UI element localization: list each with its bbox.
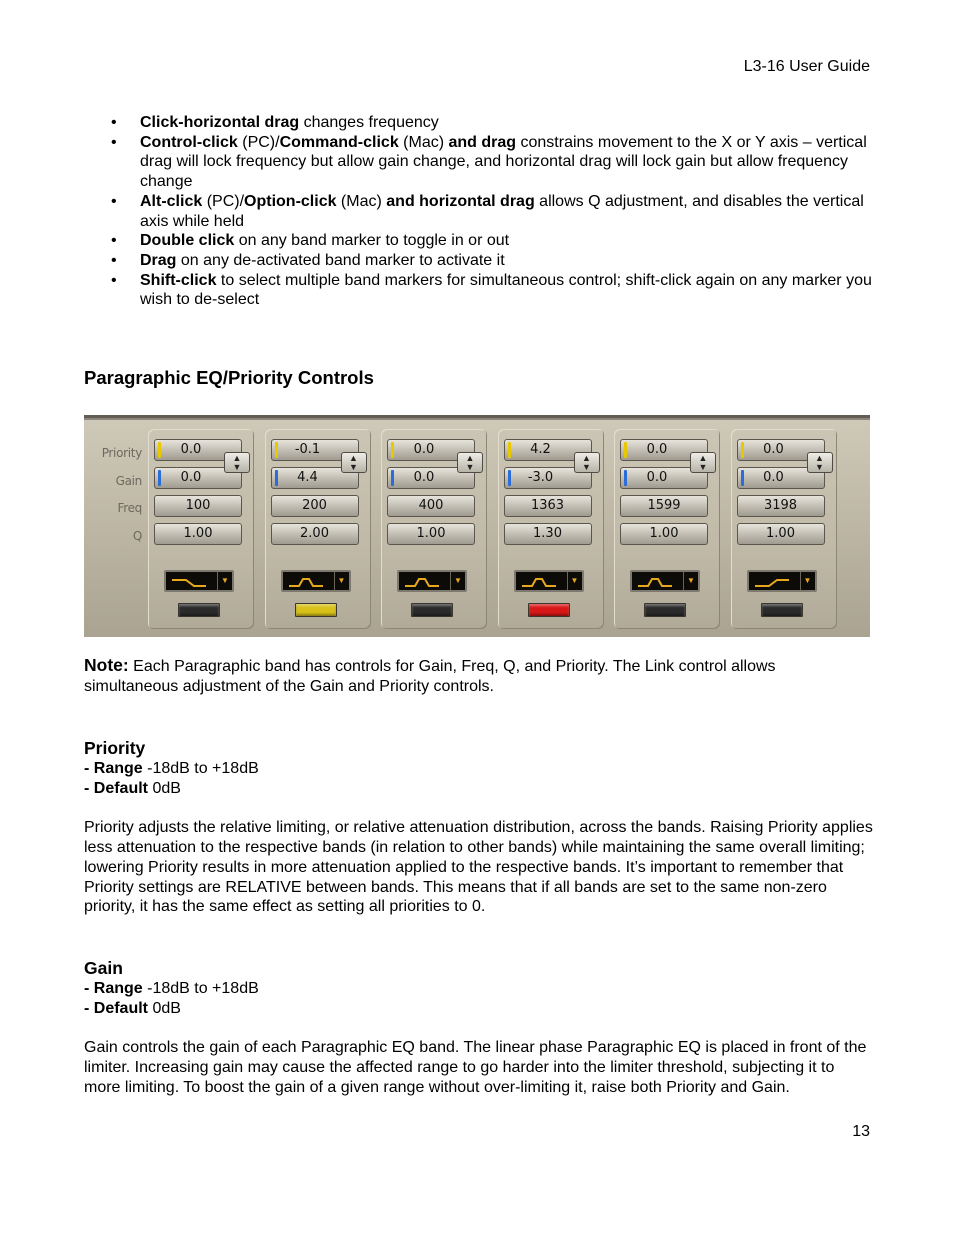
gain-value: 0.0 — [646, 470, 668, 485]
note-text: Each Paragraphic band has controls for Gain, Freq, Q, and Priority. The Link control allows simultaneous adjustment of the Gain and Priority controls. — [84, 658, 776, 695]
bullet-item — [84, 251, 874, 271]
q-field[interactable] — [154, 523, 242, 545]
bell-filter-icon — [287, 575, 327, 589]
filter-type-selector[interactable] — [164, 570, 234, 592]
up-down-arrows-icon[interactable]: ▲ ▼ — [574, 452, 600, 473]
bullet-item — [84, 192, 874, 231]
section-title: Paragraphic EQ/Priority Controls — [84, 367, 374, 388]
priority-range — [84, 759, 874, 779]
priority-body: Priority adjusts the relative limiting, or relative attenuation distribution, across the bands. Raising Priority applies less attenuation to the respective bands (in relation to other bands) while maintaining the same overall limiting; lowering Priority results in more attenuation applied to the respective bands. It’s important to remember that Priority settings are RELATIVE between bands. This means that if all bands are set to the same non-zero priority, it has the same effect as setting all priorities to 0. — [84, 819, 873, 916]
filter-type-selector[interactable] — [630, 570, 700, 592]
range-label: - Range — [84, 980, 143, 997]
bullet-item — [84, 113, 874, 133]
gain-value: 0.0 — [180, 470, 202, 485]
q-field[interactable] — [387, 523, 475, 545]
priority-default — [84, 779, 874, 799]
bullet-text: (PC)/ — [202, 192, 245, 210]
link-button[interactable] — [178, 603, 220, 617]
eq-band-5 — [614, 429, 720, 629]
link-button[interactable] — [761, 603, 803, 617]
q-value: 1.00 — [183, 526, 213, 541]
q-value: 1.00 — [416, 526, 446, 541]
gain-indicator — [391, 470, 394, 486]
bullet-term: Double click — [140, 232, 235, 250]
default-value: 0dB — [148, 999, 181, 1017]
link-button[interactable] — [644, 603, 686, 617]
q-field[interactable] — [620, 523, 708, 545]
bullet-icon: • — [111, 271, 117, 289]
gain-indicator — [275, 470, 278, 486]
priority-value: 0.0 — [646, 442, 668, 457]
document-header: L3-16 User Guide — [743, 58, 870, 75]
bullet-text: to select multiple band markers for simultaneous control; shift-click again on any marker you wish to de-select — [140, 271, 872, 309]
chevron-down-icon[interactable]: ▼ — [217, 572, 232, 590]
freq-value: 200 — [302, 498, 327, 513]
chevron-down-icon[interactable]: ▼ — [567, 572, 582, 590]
priority-value: 0.0 — [180, 442, 202, 457]
bullet-icon: • — [111, 232, 117, 250]
bullet-text: allows Q adjustment, and disables the vertical axis while held — [140, 192, 864, 230]
bullet-term: Drag — [140, 251, 177, 269]
range-value: -18dB to +18dB — [142, 980, 259, 997]
bell-filter-icon — [403, 575, 443, 589]
bullet-term: Command-click — [279, 133, 399, 151]
bullet-item — [84, 271, 874, 310]
eq-band-2 — [265, 429, 371, 629]
row-label-freq: Freq — [117, 501, 142, 515]
gain-indicator — [624, 470, 627, 486]
bullet-term: Option-click — [244, 192, 337, 210]
bullet-term: Alt-click — [140, 192, 203, 210]
freq-field[interactable] — [620, 495, 708, 517]
low-shelf-filter-icon — [170, 575, 210, 589]
priority-indicator — [391, 442, 394, 458]
link-button[interactable] — [295, 603, 337, 617]
default-value: 0dB — [148, 779, 181, 797]
gain-indicator — [508, 470, 511, 486]
bullet-term: Click-horizontal drag — [140, 114, 300, 131]
up-down-arrows-icon[interactable]: ▲ ▼ — [690, 452, 716, 473]
up-down-arrows-icon[interactable]: ▲ ▼ — [457, 452, 483, 473]
priority-indicator — [741, 442, 744, 458]
bullet-text: on any band marker to toggle in or out — [234, 232, 510, 250]
filter-type-selector[interactable] — [747, 570, 817, 592]
eq-band-6 — [731, 429, 837, 629]
bullet-item — [84, 133, 874, 192]
bullet-text: (PC)/ — [237, 133, 280, 151]
freq-value: 1363 — [530, 498, 565, 513]
bullet-item — [84, 231, 874, 251]
q-field[interactable] — [504, 523, 592, 545]
bullet-text: constrains movement to the X or Y axis – vertical drag will lock frequency but allow gain change, and horizontal drag will lock gain but allow frequency change — [140, 133, 867, 191]
bullet-text: (Mac) — [398, 133, 449, 151]
freq-field[interactable] — [154, 495, 242, 517]
bullet-icon: • — [111, 251, 117, 269]
gain-value: 0.0 — [763, 470, 784, 485]
bullet-text: (Mac) — [336, 192, 387, 210]
freq-field[interactable] — [504, 495, 592, 517]
up-down-arrows-icon[interactable]: ▲ ▼ — [224, 452, 250, 473]
eq-band-4 — [498, 429, 604, 629]
note-paragraph — [84, 656, 874, 696]
q-value: 1.30 — [533, 526, 562, 541]
chevron-down-icon[interactable]: ▼ — [450, 572, 465, 590]
q-field[interactable] — [271, 523, 359, 545]
filter-type-selector[interactable] — [281, 570, 351, 592]
chevron-down-icon[interactable]: ▼ — [683, 572, 698, 590]
bullet-text: changes frequency — [299, 114, 439, 131]
filter-type-selector[interactable] — [514, 570, 584, 592]
gain-default — [84, 999, 874, 1019]
priority-heading: Priority — [84, 738, 146, 758]
bullet-icon: • — [111, 114, 117, 131]
range-value: -18dB to +18dB — [142, 760, 259, 777]
bell-filter-icon — [520, 575, 560, 589]
priority-value: 0.0 — [413, 442, 435, 457]
freq-value: 3198 — [763, 498, 798, 513]
gain-indicator — [158, 470, 161, 486]
priority-indicator — [158, 442, 161, 458]
range-label: - Range — [84, 760, 143, 777]
priority-value: 0.0 — [763, 442, 784, 457]
bullet-term: Control-click — [140, 133, 238, 151]
freq-field[interactable] — [737, 495, 825, 517]
gain-heading: Gain — [84, 958, 123, 978]
priority-value: -0.1 — [294, 442, 321, 457]
freq-value: 100 — [185, 498, 211, 513]
priority-value: 4.2 — [530, 442, 551, 457]
q-value: 2.00 — [300, 526, 329, 541]
page-number: 13 — [852, 1123, 870, 1140]
link-button[interactable] — [528, 603, 570, 617]
paragraphic-eq-panel — [84, 415, 870, 637]
row-label-priority: Priority — [101, 446, 142, 460]
gain-range — [84, 979, 874, 999]
priority-indicator — [508, 442, 511, 458]
freq-value: 400 — [418, 498, 444, 513]
gain-value: 4.4 — [297, 470, 318, 485]
note-label: Note: — [84, 655, 129, 675]
bullet-text: on any de-activated band marker to activate it — [176, 251, 505, 269]
bullet-term: and horizontal drag — [386, 192, 535, 210]
default-label: - Default — [84, 779, 148, 797]
chevron-down-icon[interactable]: ▼ — [334, 572, 349, 590]
bullet-icon: • — [111, 133, 117, 151]
row-label-q: Q — [132, 529, 142, 543]
gain-indicator — [741, 470, 744, 486]
row-label-gain: Gain — [115, 474, 142, 488]
filter-type-selector[interactable] — [397, 570, 467, 592]
default-label: - Default — [84, 999, 148, 1017]
up-down-arrows-icon[interactable]: ▲ ▼ — [341, 452, 367, 473]
freq-field[interactable] — [387, 495, 475, 517]
up-down-arrows-icon[interactable]: ▲ ▼ — [807, 452, 833, 473]
priority-indicator — [275, 442, 278, 458]
freq-field[interactable] — [271, 495, 359, 517]
priority-indicator — [624, 442, 627, 458]
high-shelf-filter-icon — [753, 575, 793, 589]
priority-section — [84, 738, 874, 917]
q-field[interactable] — [737, 523, 825, 545]
chevron-down-icon[interactable]: ▼ — [800, 572, 815, 590]
eq-band-3 — [381, 429, 487, 629]
eq-band-1 — [148, 429, 254, 629]
gain-value: -3.0 — [527, 470, 554, 485]
link-button[interactable] — [411, 603, 453, 617]
gain-section — [84, 958, 874, 1098]
bullet-term: and drag — [448, 133, 517, 151]
gain-body: Gain controls the gain of each Paragraphic EQ band. The linear phase Paragraphic EQ is placed in front of the limiter. Increasing gain may cause the affected range to go harder into the limiter threshold, subjecting it to more limiting. To boost the gain of a given range without over-limiting it, raise both Priority and Gain. — [84, 1039, 867, 1096]
bullet-term: Shift-click — [140, 271, 217, 289]
bell-filter-icon — [636, 575, 676, 589]
bullet-icon: • — [111, 192, 117, 210]
freq-value: 1599 — [647, 498, 681, 513]
gain-value: 0.0 — [413, 470, 435, 485]
q-value: 1.00 — [766, 526, 795, 541]
q-value: 1.00 — [649, 526, 679, 541]
bullet-list — [84, 113, 874, 310]
